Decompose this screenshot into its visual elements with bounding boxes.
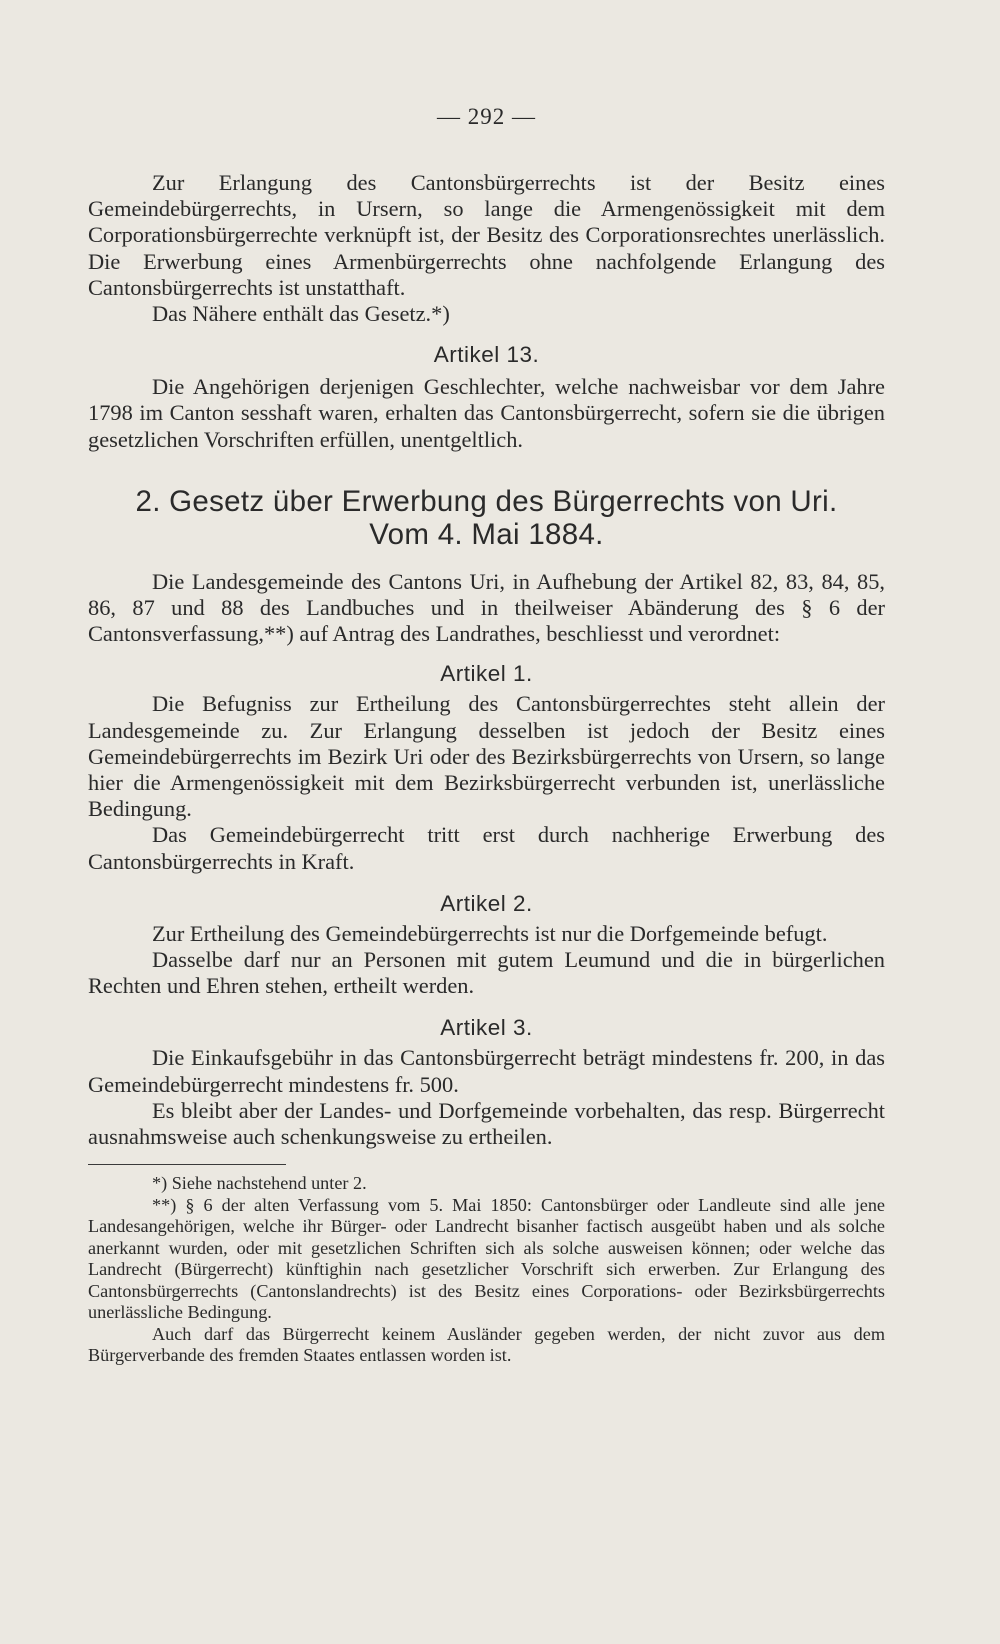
article-3-paragraph-1: Die Einkaufsgebühr in das Cantonsbürgerrecht beträgt mindestens fr. 200, in das Gemeindebürgerrecht mindestens fr. 500. xyxy=(88,1045,885,1097)
law-heading xyxy=(88,485,885,551)
law-preamble: Die Landesgemeinde des Cantons Uri, in Aufhebung der Artikel 82, 83, 84, 85, 86, 87 und 88 des Landbuches und in theilweiser Abänderung des § 6 der Cantonsverfassung,**) auf Antrag des Landrathes, beschliesst und verordnet: xyxy=(88,568,885,647)
article-3-paragraph-2: Es bleibt aber der Landes- und Dorfgemeinde vorbehalten, das resp. Bürgerrecht ausnahmsweise auch schenkungsweise zu ertheilen. xyxy=(88,1097,885,1150)
article-1-paragraph-2: Das Gemeindebürgerrecht tritt erst durch nachherige Erwerbung des Cantonsbürgerrechts in Kraft. xyxy=(88,822,885,874)
article-1-heading: Artikel 1. xyxy=(440,661,533,687)
footnote-1: *) Siehe nachstehend unter 2. xyxy=(152,1173,367,1194)
paragraph-cantonsbuergerrecht: Zur Erlangung des Cantonsbürgerrechts ist der Besitz eines Gemeindebürgerrechts, in Ursern, so lange die Armengenössigkeit mit dem Corporationsbürgerrechte verknüpft ist, der Besitz des Corporationsrechtes unerlässlich. Die Erwerbung eines Armenbürgerrechts ohne nachfolgende Erlangung des Cantonsbürgerrechts ist unstatthaft. xyxy=(88,170,885,300)
article-2-paragraph-2: Dasselbe darf nur an Personen mit gutem Leumund und die in bürgerlichen Rechten und Ehren stehen, ertheilt werden. xyxy=(88,947,885,999)
article-2-paragraph-1: Zur Ertheilung des Gemeindebürgerrechts ist nur die Dorfgemeinde befugt. xyxy=(152,920,828,946)
article-2-heading: Artikel 2. xyxy=(440,890,533,916)
article-1-paragraph-1: Die Befugniss zur Ertheilung des Cantonsbürgerrechtes steht allein der Landesgemeinde zu. Zur Erlangung desselben ist jedoch der Besitz eines Gemeindebürgerrechts im Bezirk Uri oder des Bezirksbürgerrechts von Ursern, so lange hier die Armengenössigkeit mit dem Bezirksbürgerrecht verbunden ist, unerlässliche Bedingung. xyxy=(88,691,885,822)
footnote-3: Auch darf das Bürgerrecht keinem Ausländer gegeben werden, der nicht zuvor aus dem Bürgerverbande des fremden Staates entlassen worden ist. xyxy=(88,1323,885,1366)
law-title: 2. Gesetz über Erwerbung des Bürgerrechts von Uri. xyxy=(135,484,838,518)
footnote-2: **) § 6 der alten Verfassung vom 5. Mai 1850: Cantonsbürger oder Landleute sind alle jene Landesangehörigen, welche ihr Bürger- oder Landrecht bisanher factisch ausgeübt haben und als solche anerkannt wurden, oder mit gesetzlichen Schriften sich als solche ausweisen können; oder welche das Landrecht (Bürgerrecht) künftighin nach gesetzlicher Vorschrift sich erwerben. Zur Erlangung des Cantonsbürgerrechts (Cantonslandrechts) ist des Besitz eines Corporations- oder Bezirksbürgerrechts unerlässliche Bedingung. xyxy=(88,1194,885,1323)
page-number: — 292 — xyxy=(437,104,536,129)
law-date: Vom 4. Mai 1884. xyxy=(369,517,604,551)
article-13-heading: Artikel 13. xyxy=(433,342,540,368)
article-3-heading: Artikel 3. xyxy=(440,1015,533,1041)
footnote-divider xyxy=(88,1164,286,1165)
article-13-text: Die Angehörigen derjenigen Geschlechter, welche nachweisbar vor dem Jahre 1798 im Canton sesshaft waren, erhalten das Cantonsbürgerrecht, sofern sie die übrigen gesetzlichen Vorschriften erfüllen, unentgeltlich. xyxy=(88,374,885,452)
paragraph-naehere-gesetz: Das Nähere enthält das Gesetz.*) xyxy=(152,301,450,327)
